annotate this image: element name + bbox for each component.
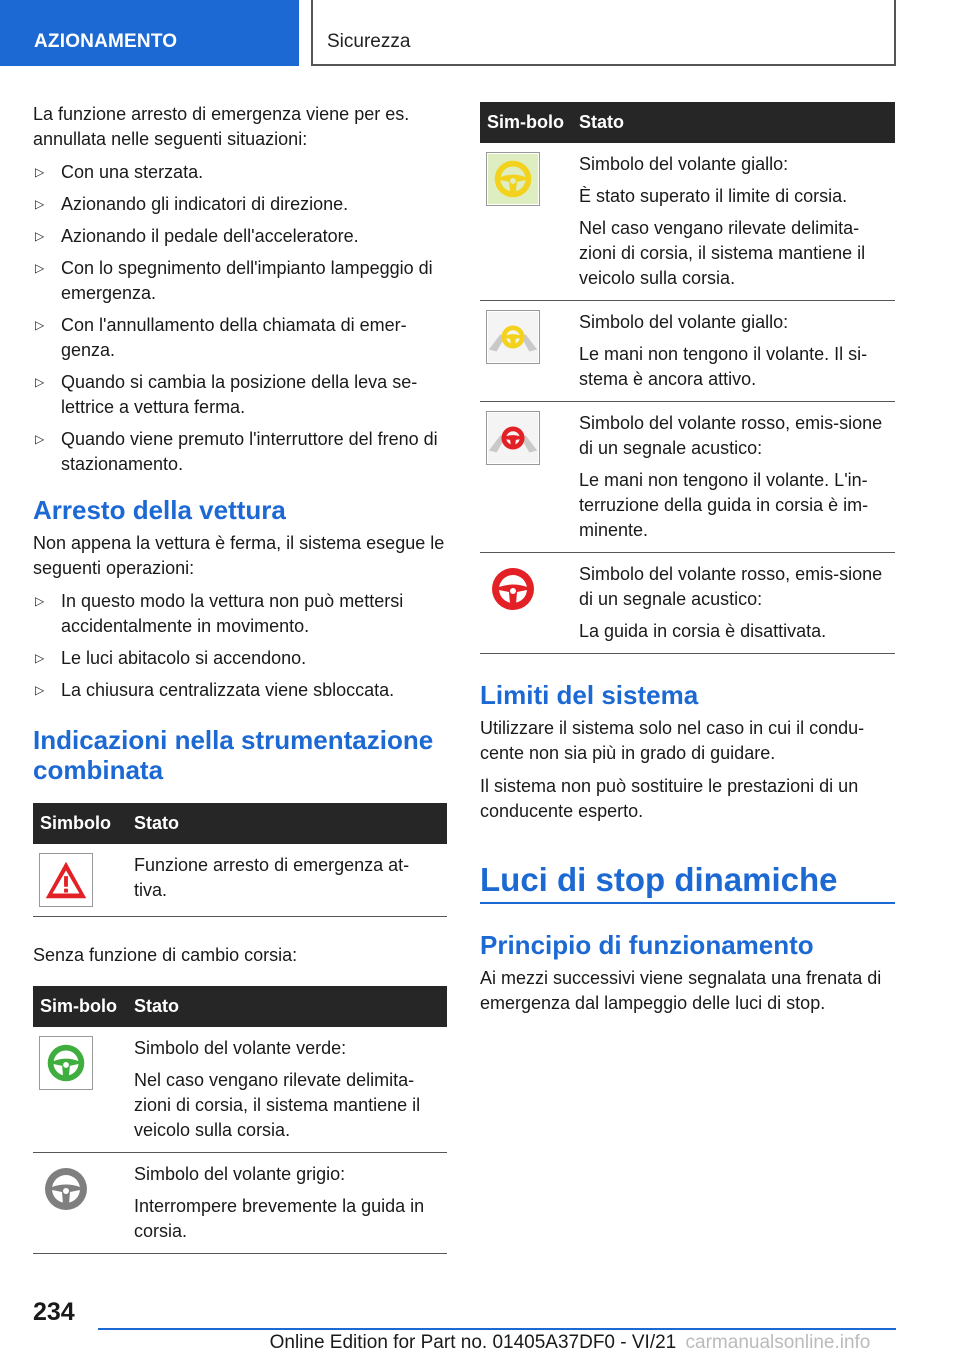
list-item: ▷ Quando si cambia la posizione della leva se-lettrice a vettura ferma.	[35, 372, 418, 417]
chapter-title: Sicurezza	[311, 0, 896, 66]
table-row	[480, 301, 895, 402]
bullet-icon: ▷	[35, 197, 45, 211]
list-item: ▷ Con una sterzata.	[33, 160, 447, 185]
table-row	[33, 1153, 447, 1254]
col-state-header: Stato	[572, 102, 895, 143]
stop-intro: Non appena la vettura è ferma, il sistema esegue le seguenti operazioni:	[33, 533, 445, 578]
table-row	[33, 844, 447, 917]
limits-text: Utilizzare il sistema solo nel caso in cui il condu-cente non sia più in grado di guidare.	[480, 718, 865, 763]
hands-off-red-icon	[486, 411, 540, 465]
section-tab: AZIONAMENTO	[0, 0, 299, 66]
col-symbol-header: Sim-bolo	[480, 102, 572, 143]
footer-rule	[98, 1328, 896, 1330]
table-header-row	[480, 102, 895, 143]
hands-off-yellow-icon	[486, 310, 540, 364]
bullet-icon: ▷	[35, 375, 45, 389]
col-state-header: Stato	[127, 986, 447, 1027]
state-text: Simbolo del volante grigio:	[134, 1164, 346, 1184]
footer	[0, 1332, 960, 1354]
col-state-header: Stato	[127, 803, 447, 844]
state-text: Funzione arresto di emergenza at-tiva.	[134, 855, 410, 900]
state-text: Nel caso vengano rilevate delimita-zioni di corsia, il sistema mantiene il veicolo sulla corsia.	[134, 1070, 421, 1140]
list-item: ▷ Quando viene premuto l'interruttore del freno di stazionamento.	[35, 429, 438, 474]
watermark-text: carmanualsonline.info	[685, 1332, 871, 1353]
bullet-icon: ▷	[35, 229, 45, 243]
bullet-icon: ▷	[35, 165, 45, 179]
right-column	[480, 102, 895, 1024]
stop-heading: Arresto della vettura	[33, 495, 286, 525]
state-text: Le mani non tengono il volante. Il si-stema è ancora attivo.	[579, 344, 868, 389]
list-item: ▷ In questo modo la vettura non può mettersi accidentalmente in movimento.	[35, 591, 404, 636]
table-row	[480, 402, 895, 553]
edition-text: Online Edition for Part no. 01405A37DF0 - VI/21	[269, 1332, 677, 1353]
indicator-heading: Indicazioni nella strumentazione combinata	[33, 725, 434, 785]
state-text: Nel caso vengano rilevate delimita-zioni di corsia, il sistema mantiene il veicolo sulla corsia.	[579, 218, 866, 288]
table-header-row	[33, 803, 447, 844]
state-text: Le mani non tengono il volante. L'in-terruzione della guida in corsia è im-minente.	[579, 470, 869, 540]
list-item: ▷ La chiusura centralizzata viene sbloccata.	[33, 678, 447, 703]
stop-list	[33, 589, 447, 703]
table-row	[33, 1027, 447, 1153]
limits-heading: Limiti del sistema	[480, 680, 699, 710]
list-item: ▷ Con lo spegnimento dell'impianto lampeggio di emergenza.	[35, 258, 433, 303]
left-column	[33, 102, 447, 1254]
page-number: 234	[33, 1298, 75, 1326]
lane-status-table	[33, 986, 447, 1254]
table-row	[480, 143, 895, 301]
col-symbol-header: Simbolo	[33, 803, 127, 844]
lane-status-table-continued	[480, 102, 895, 654]
table-header-row	[33, 986, 447, 1027]
steering-wheel-red-icon	[486, 562, 540, 616]
no-lane-label: Senza funzione di cambio corsia:	[33, 945, 298, 965]
state-text: Interrompere brevemente la guida in corsia.	[134, 1196, 425, 1241]
list-item: ▷ Con l'annullamento della chiamata di emer-genza.	[35, 315, 407, 360]
state-text: Simbolo del volante giallo:	[579, 312, 789, 332]
state-text: Simbolo del volante verde:	[134, 1038, 347, 1058]
list-item: ▷ Le luci abitacolo si accendono.	[33, 646, 447, 671]
warning-triangle-icon	[39, 853, 93, 907]
bullet-icon: ▷	[35, 594, 45, 608]
list-item: ▷ Azionando il pedale dell'acceleratore.	[33, 224, 447, 249]
state-text: Simbolo del volante rosso, emis-sione di un segnale acustico:	[579, 564, 883, 609]
steering-wheel-green-icon	[39, 1036, 93, 1090]
table-row	[480, 553, 895, 654]
bullet-icon: ▷	[35, 683, 45, 697]
state-text: Simbolo del volante giallo:	[579, 154, 789, 174]
bullet-icon: ▷	[35, 432, 45, 446]
cancel-list	[33, 160, 447, 477]
steering-wheel-grey-icon	[39, 1162, 93, 1216]
bullet-icon: ▷	[35, 318, 45, 332]
bullet-icon: ▷	[35, 261, 45, 275]
state-text: Simbolo del volante rosso, emis-sione di un segnale acustico:	[579, 413, 883, 458]
limits-text: Il sistema non può sostituire le prestazioni di un conducente esperto.	[480, 776, 859, 821]
steering-wheel-yellow-icon	[486, 152, 540, 206]
principle-heading: Principio di funzionamento	[480, 930, 814, 960]
col-symbol-header: Sim-bolo	[33, 986, 127, 1027]
list-item: ▷ Azionando gli indicatori di direzione.	[33, 192, 447, 217]
bullet-icon: ▷	[35, 651, 45, 665]
state-text: La guida in corsia è disattivata.	[579, 621, 827, 641]
principle-text: Ai mezzi successivi viene segnalata una frenata di emergenza dal lampeggio delle luci di stop.	[480, 968, 882, 1013]
brake-lights-heading: Luci di stop dinamiche	[480, 860, 895, 904]
cancel-intro: La funzione arresto di emergenza viene per es. annullata nelle seguenti situazioni:	[33, 104, 410, 149]
emergency-status-table	[33, 803, 447, 917]
state-text: È stato superato il limite di corsia.	[579, 186, 848, 206]
